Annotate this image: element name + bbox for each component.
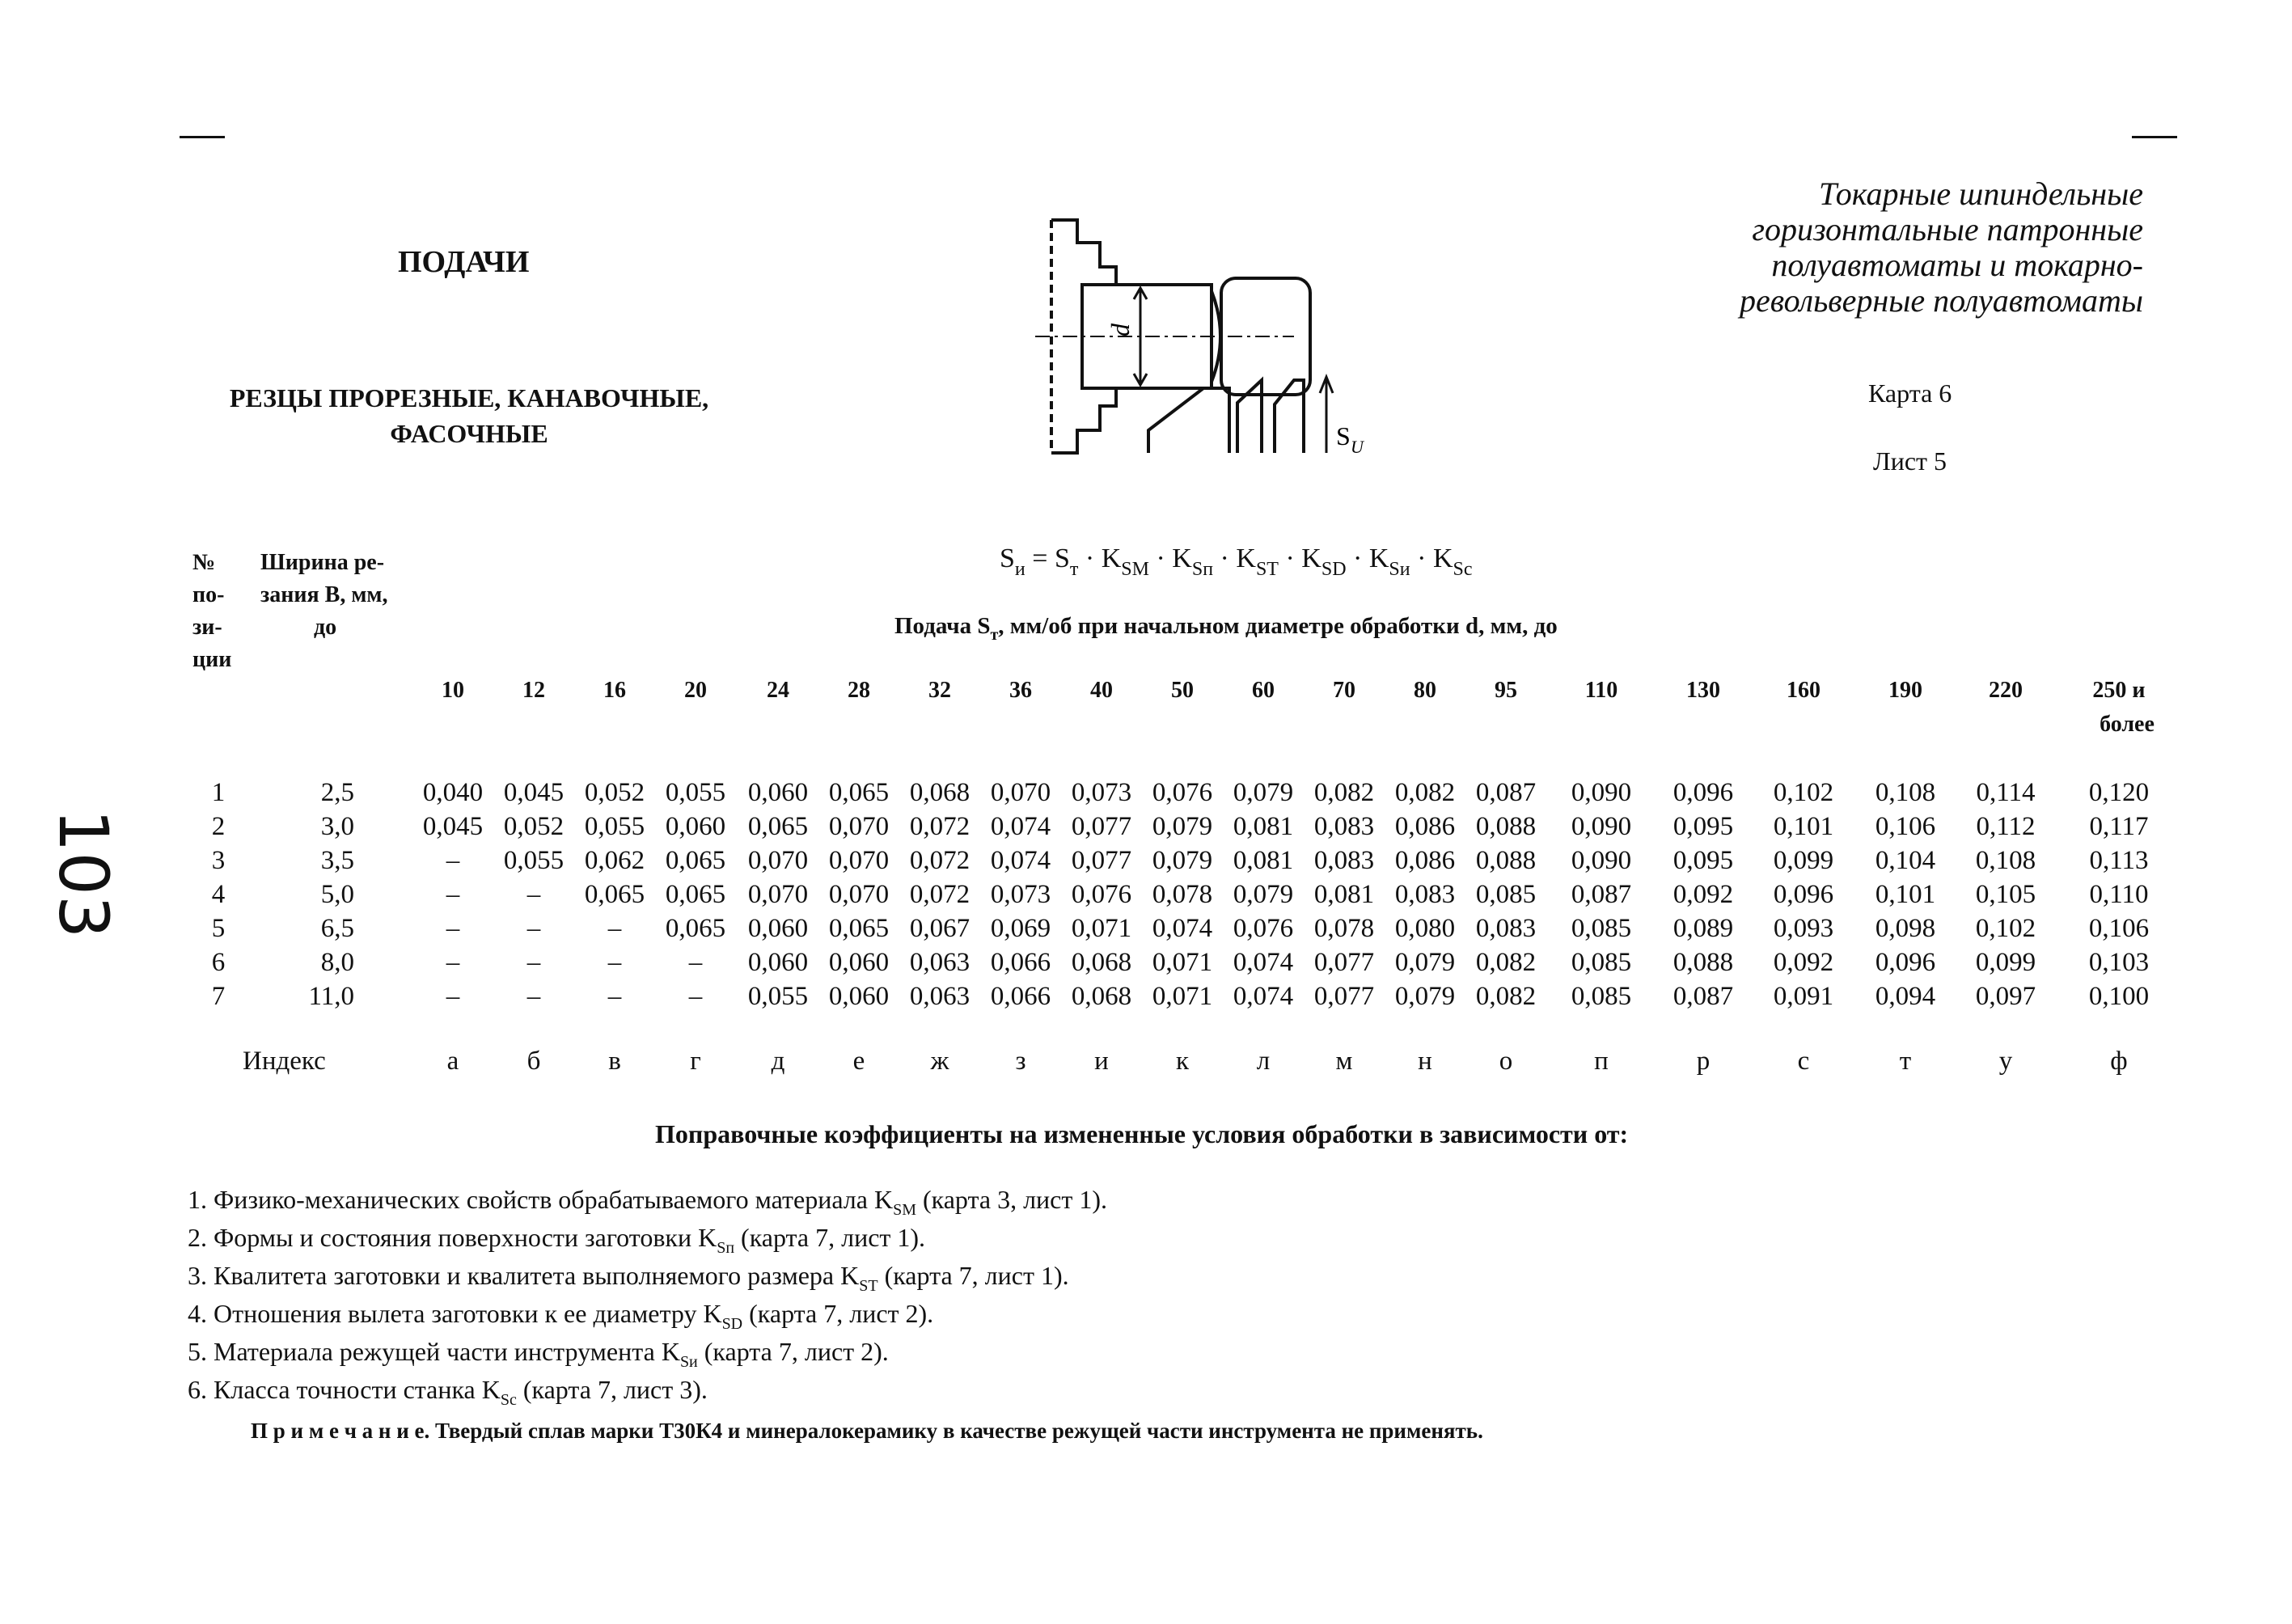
col-width-line: Ширина ре-: [260, 550, 385, 575]
feed-value: 0,062: [584, 846, 645, 875]
formula-k: K: [1172, 543, 1192, 573]
diameter-header: 220: [1989, 678, 2023, 703]
feed-title-sub: т: [990, 626, 999, 644]
tool-subtitle: [218, 380, 720, 451]
sheet-number: Лист 5: [1873, 446, 1947, 476]
feed-value: 0,068: [909, 778, 971, 807]
index-letter: м: [1335, 1047, 1353, 1076]
feed-value: 0,099: [1975, 948, 2036, 977]
feed-value: 0,065: [828, 778, 890, 807]
feed-formula: [1000, 543, 1473, 580]
cutter-3: [1275, 380, 1304, 453]
feed-value: 0,081: [1233, 812, 1294, 841]
col-width-line: до: [314, 615, 337, 640]
feed-value: 0,114: [1976, 778, 2036, 807]
diameter-header: 60: [1252, 678, 1275, 703]
feed-value: 0,077: [1313, 948, 1375, 977]
formula-k-sub: SM: [1121, 559, 1149, 580]
feed-value: –: [526, 948, 541, 977]
chuck-jaw-lower: [1051, 388, 1116, 453]
feed-value: –: [446, 846, 460, 875]
feed-label-sub: U: [1351, 437, 1364, 457]
tool-subtitle-line-2: ФАСОЧНЫЕ: [390, 419, 548, 448]
correction-sub: SM: [893, 1201, 916, 1219]
feed-value: 0,120: [2088, 778, 2150, 807]
feed-value: 0,060: [747, 948, 809, 977]
feed-value: 0,108: [1975, 846, 2036, 875]
note-text: Твердый сплав марки Т30К4 и минералокерамику в качестве режущей части инструмента не применять.: [429, 1419, 1483, 1443]
diameter-header: 24: [767, 678, 789, 703]
correction-ref: (карта 3, лист 1).: [916, 1185, 1107, 1214]
row-position: 2: [211, 812, 226, 841]
feed-value: 0,087: [1571, 880, 1632, 909]
feed-value: 0,096: [1672, 778, 1734, 807]
correction-ref: (карта 7, лист 2).: [742, 1299, 934, 1328]
feed-value: 0,112: [1976, 812, 2036, 841]
formula-dot: ·: [1353, 543, 1363, 573]
feed-value: 0,076: [1233, 914, 1294, 943]
diameter-header: 190: [1888, 678, 1922, 703]
col-position-header: [192, 547, 249, 676]
diameter-header: 40: [1090, 678, 1113, 703]
feed-value: –: [526, 914, 541, 943]
correction-ref: (карта 7, лист 1).: [734, 1223, 926, 1252]
feed-value: 0,072: [909, 880, 971, 909]
feed-value: 0,079: [1233, 880, 1294, 909]
feed-value: 0,073: [990, 880, 1051, 909]
feed-value: 0,082: [1475, 948, 1537, 977]
feed-value: 0,070: [990, 778, 1051, 807]
index-letter: ф: [2110, 1047, 2128, 1076]
formula-dot: ·: [1417, 543, 1427, 573]
row-position: 3: [211, 846, 226, 875]
correction-sub: Sп: [717, 1239, 735, 1257]
feed-value: 0,060: [747, 778, 809, 807]
feed-value: –: [446, 948, 460, 977]
feed-value: 0,071: [1152, 982, 1213, 1011]
feed-value: 0,065: [665, 914, 726, 943]
diameter-header: 32: [928, 678, 951, 703]
correction-ref: (карта 7, лист 1).: [877, 1261, 1069, 1290]
formula-dot: ·: [1085, 543, 1095, 573]
feed-value: 0,060: [665, 812, 726, 841]
feed-value: 0,065: [665, 880, 726, 909]
correction-text: 2. Формы и состояния поверхности заготовки K: [188, 1223, 717, 1252]
formula-k: K: [1101, 543, 1122, 573]
feed-value: 0,088: [1672, 948, 1734, 977]
correction-text: 1. Физико-механических свойств обрабатываемого материала K: [188, 1185, 894, 1214]
feed-value: 0,087: [1672, 982, 1734, 1011]
tool-subtitle-line-1: РЕЗЦЫ ПРОРЕЗНЫЕ, КАНАВОЧНЫЕ,: [229, 383, 709, 412]
feed-value: 0,040: [422, 778, 484, 807]
correction-item: [188, 1372, 1107, 1410]
diameter-header: 28: [848, 678, 870, 703]
correction-sub: Sи: [679, 1353, 698, 1371]
feed-value: 0,095: [1672, 846, 1734, 875]
feed-value: 0,060: [828, 982, 890, 1011]
feed-value: 0,077: [1071, 812, 1132, 841]
feed-value: 0,066: [990, 982, 1051, 1011]
index-letter: д: [771, 1047, 785, 1076]
feed-value: 0,090: [1571, 812, 1632, 841]
feed-value: 0,095: [1672, 812, 1734, 841]
feed-value: 0,065: [747, 812, 809, 841]
formula-k-sub: ST: [1255, 559, 1279, 580]
formula-dot: ·: [1220, 543, 1229, 573]
feed-value: 0,090: [1571, 778, 1632, 807]
formula-k-sub: Sи: [1389, 559, 1410, 580]
feed-value: 0,089: [1672, 914, 1734, 943]
feed-value: 0,106: [2088, 914, 2150, 943]
feed-value: 0,102: [1773, 778, 1834, 807]
feed-value: 0,071: [1152, 948, 1213, 977]
feed-value: 0,055: [665, 778, 726, 807]
feed-value: 0,070: [828, 846, 890, 875]
feed-value: 0,066: [990, 948, 1051, 977]
diameter-header: 50: [1171, 678, 1194, 703]
feed-value: 0,068: [1071, 948, 1132, 977]
correction-text: 6. Класса точности станка K: [188, 1375, 501, 1404]
feed-value: 0,081: [1233, 846, 1294, 875]
correction-text: 5. Материала режущей части инструмента K: [188, 1337, 680, 1366]
feed-value: 0,096: [1875, 948, 1936, 977]
correction-item: [188, 1296, 1107, 1334]
feed-value: 0,083: [1475, 914, 1537, 943]
feed-value: 0,070: [828, 812, 890, 841]
correction-sub: ST: [859, 1277, 878, 1295]
index-letter: ж: [930, 1047, 949, 1076]
feed-value: –: [607, 914, 622, 943]
diameter-label: d: [1106, 324, 1135, 336]
feed-value: 0,072: [909, 846, 971, 875]
correction-item: [188, 1220, 1107, 1258]
feed-value: 0,078: [1313, 914, 1375, 943]
feed-value: 0,079: [1152, 812, 1213, 841]
feed-value: 0,086: [1394, 846, 1456, 875]
feed-value: 0,085: [1475, 880, 1537, 909]
diameter-header: 70: [1333, 678, 1355, 703]
feed-value: 0,074: [990, 846, 1051, 875]
feed-value: 0,074: [1233, 948, 1294, 977]
formula-k: K: [1236, 543, 1256, 573]
diameter-header: 20: [684, 678, 707, 703]
formula-dot: ·: [1285, 543, 1295, 573]
formula-st: S: [1054, 543, 1070, 573]
correction-sub: Sc: [500, 1391, 517, 1409]
feed-value: 0,097: [1975, 982, 2036, 1011]
diameter-header-extra: более: [2100, 712, 2155, 737]
feed-value: 0,079: [1233, 778, 1294, 807]
feed-value: 0,096: [1773, 880, 1834, 909]
feed-value: 0,087: [1475, 778, 1537, 807]
feed-value: 0,076: [1071, 880, 1132, 909]
feed-value: 0,091: [1773, 982, 1834, 1011]
feed-value: 0,106: [1875, 812, 1936, 841]
feed-value: –: [688, 982, 703, 1011]
feed-value: –: [446, 914, 460, 943]
col-position-line: №: [192, 550, 216, 575]
feed-value: –: [526, 880, 541, 909]
formula-lhs: S: [1000, 543, 1015, 573]
feed-value: 0,092: [1672, 880, 1734, 909]
feed-value: 0,081: [1313, 880, 1375, 909]
diameter-header: 250 и: [2092, 678, 2146, 703]
feed-value: 0,110: [2089, 880, 2149, 909]
feed-value: 0,070: [747, 846, 809, 875]
cutter-2: [1237, 380, 1262, 453]
feed-value: 0,101: [1875, 880, 1936, 909]
formula-st-sub: т: [1069, 559, 1079, 580]
row-width: 6,5: [320, 914, 354, 943]
feed-value: 0,085: [1571, 982, 1632, 1011]
feed-value: 0,045: [503, 778, 565, 807]
machine-line-2: горизонтальные патронные: [1752, 211, 2143, 247]
index-letter: л: [1256, 1047, 1271, 1076]
feed-value: 0,094: [1875, 982, 1936, 1011]
diameter-header: 12: [522, 678, 545, 703]
feed-value: 0,105: [1975, 880, 2036, 909]
diameter-header: 10: [442, 678, 464, 703]
feed-value: 0,065: [828, 914, 890, 943]
feed-value: 0,113: [2089, 846, 2149, 875]
feed-value: 0,078: [1152, 880, 1213, 909]
index-letter: у: [1998, 1047, 2013, 1076]
feed-value: 0,077: [1313, 982, 1375, 1011]
row-width: 3,5: [320, 846, 354, 875]
feed-title-suffix: , мм/об при начальном диаметре обработки d, мм, до: [998, 613, 1558, 639]
feed-value: 0,100: [2088, 982, 2150, 1011]
index-label: Индекс: [243, 1047, 326, 1076]
index-letter: г: [690, 1047, 701, 1076]
feed-value: 0,060: [828, 948, 890, 977]
correction-text: 4. Отношения вылета заготовки к ее диаметру K: [188, 1299, 722, 1328]
feed-value: –: [526, 982, 541, 1011]
corrections-list: [188, 1182, 1107, 1410]
feed-value: 0,080: [1394, 914, 1456, 943]
feed-value: 0,076: [1152, 778, 1213, 807]
diameter-header: 80: [1414, 678, 1436, 703]
feed-value: 0,055: [747, 982, 809, 1011]
row-width: 11,0: [308, 982, 354, 1011]
feed-value: 0,060: [747, 914, 809, 943]
diameter-header: 36: [1009, 678, 1032, 703]
feed-value: 0,065: [665, 846, 726, 875]
index-letter: и: [1094, 1047, 1109, 1076]
feed-value: 0,085: [1571, 948, 1632, 977]
feed-value: 0,079: [1152, 846, 1213, 875]
feed-value: 0,099: [1773, 846, 1834, 875]
row-position: 6: [211, 948, 226, 977]
formula-dot: ·: [1156, 543, 1165, 573]
index-letter: з: [1015, 1047, 1026, 1076]
feed-value: 0,117: [2089, 812, 2149, 841]
index-letter: р: [1696, 1047, 1711, 1076]
feed-value: 0,104: [1875, 846, 1936, 875]
feed-value: 0,071: [1071, 914, 1132, 943]
note: [251, 1419, 1483, 1444]
index-letter: е: [852, 1047, 865, 1076]
feed-value: 0,074: [990, 812, 1051, 841]
page-number: 103: [44, 809, 123, 939]
feed-value: 0,088: [1475, 812, 1537, 841]
feed-value: 0,082: [1394, 778, 1456, 807]
feed-value: 0,072: [909, 812, 971, 841]
feed-value: –: [446, 982, 460, 1011]
col-position-line: ции: [192, 647, 232, 672]
formula-k-sub: SD: [1321, 559, 1347, 580]
index-letter: о: [1499, 1047, 1513, 1076]
feed-value: 0,092: [1773, 948, 1834, 977]
formula-eq: =: [1032, 543, 1048, 573]
feed-value: 0,079: [1394, 948, 1456, 977]
card-number: Карта 6: [1868, 379, 1952, 408]
feed-value: 0,073: [1071, 778, 1132, 807]
feed-value: 0,067: [909, 914, 971, 943]
feed-value: –: [688, 948, 703, 977]
row-position: 7: [211, 982, 226, 1011]
feed-value: 0,083: [1313, 812, 1375, 841]
col-position-line: зи-: [192, 615, 222, 640]
feed-value: 0,088: [1475, 846, 1537, 875]
diameter-header: 130: [1686, 678, 1720, 703]
feed-value: 0,085: [1571, 914, 1632, 943]
feed-value: 0,074: [1152, 914, 1213, 943]
chuck-jaw-upper: [1051, 220, 1116, 285]
feed-title-prefix: Подача S: [894, 613, 991, 639]
feed-value: 0,090: [1571, 846, 1632, 875]
feed-value: 0,070: [747, 880, 809, 909]
machine-line-4: револьверные полуавтоматы: [1740, 282, 2143, 319]
col-width-header: [260, 547, 438, 644]
index-letter: б: [526, 1047, 541, 1076]
feed-value: –: [607, 948, 622, 977]
formula-k: K: [1301, 543, 1321, 573]
index-letter: в: [608, 1047, 621, 1076]
feed-value: 0,103: [2088, 948, 2150, 977]
section-title: ПОДАЧИ: [398, 245, 530, 279]
feed-value: 0,068: [1071, 982, 1132, 1011]
diameter-header: 95: [1495, 678, 1517, 703]
index-letter: с: [1797, 1047, 1810, 1076]
feed-value: 0,083: [1313, 846, 1375, 875]
top-right-mark: [2132, 136, 2177, 138]
cutter-1: [1148, 388, 1229, 453]
feed-value: 0,065: [584, 880, 645, 909]
feed-value: 0,055: [584, 812, 645, 841]
feed-value: 0,077: [1071, 846, 1132, 875]
feed-value: 0,098: [1875, 914, 1936, 943]
machine-line-1: Токарные шпиндельные: [1818, 176, 2143, 212]
top-left-mark: [180, 136, 225, 138]
col-width-line: зания В, мм,: [260, 582, 388, 607]
feed-value: 0,082: [1313, 778, 1375, 807]
row-width: 5,0: [320, 880, 354, 909]
index-letter: а: [446, 1047, 459, 1076]
formula-k-sub: Sп: [1191, 559, 1214, 580]
feed-table-title: [894, 613, 1558, 644]
feed-value: 0,108: [1875, 778, 1936, 807]
corrections-title: Поправочные коэффициенты на измененные условия обработки в зависимости от:: [655, 1119, 1629, 1148]
feed-value: 0,052: [584, 778, 645, 807]
machine-type: [1585, 176, 2143, 319]
feed-value: 0,079: [1394, 982, 1456, 1011]
correction-ref: (карта 7, лист 2).: [697, 1337, 889, 1366]
formula-k-sub: Sc: [1453, 559, 1473, 580]
feed-value: 0,055: [503, 846, 565, 875]
feed-value: 0,082: [1475, 982, 1537, 1011]
index-letter: п: [1594, 1047, 1609, 1076]
feed-label: S: [1336, 421, 1351, 450]
feed-value: 0,101: [1773, 812, 1834, 841]
index-letter: к: [1175, 1047, 1190, 1076]
row-width: 3,0: [320, 812, 354, 841]
feed-value: 0,070: [828, 880, 890, 909]
diameter-header: 160: [1787, 678, 1820, 703]
feed-value: 0,063: [909, 982, 971, 1011]
feed-value: 0,102: [1975, 914, 2036, 943]
machine-line-3: полуавтоматы и токарно-: [1771, 247, 2143, 283]
correction-item: [188, 1182, 1107, 1220]
row-position: 1: [211, 778, 226, 807]
row-position: 4: [211, 880, 226, 909]
feed-value: 0,083: [1394, 880, 1456, 909]
feed-value: 0,052: [503, 812, 565, 841]
correction-ref: (карта 7, лист 3).: [516, 1375, 708, 1404]
feed-value: 0,045: [422, 812, 484, 841]
row-width: 2,5: [320, 778, 354, 807]
index-letter: т: [1899, 1047, 1912, 1076]
feed-value: 0,086: [1394, 812, 1456, 841]
diameter-header: 110: [1584, 678, 1618, 703]
diameter-header: 16: [603, 678, 626, 703]
note-label: П р и м е ч а н и е.: [251, 1419, 430, 1443]
correction-item: [188, 1334, 1107, 1372]
correction-sub: SD: [721, 1315, 743, 1333]
formula-k: K: [1368, 543, 1389, 573]
formula-k: K: [1432, 543, 1453, 573]
feed-value: –: [446, 880, 460, 909]
formula-lhs-sub: и: [1014, 559, 1025, 580]
row-width: 8,0: [320, 948, 354, 977]
correction-item: [188, 1258, 1107, 1296]
feed-value: 0,074: [1233, 982, 1294, 1011]
correction-text: 3. Квалитета заготовки и квалитета выполняемого размера K: [188, 1261, 860, 1290]
feed-value: –: [607, 982, 622, 1011]
index-letter: н: [1418, 1047, 1432, 1076]
feed-value: 0,063: [909, 948, 971, 977]
row-position: 5: [211, 914, 226, 943]
cutter-diagram: [1019, 210, 1391, 469]
feed-value: 0,069: [990, 914, 1051, 943]
feed-value: 0,093: [1773, 914, 1834, 943]
col-position-line: по-: [192, 582, 225, 607]
